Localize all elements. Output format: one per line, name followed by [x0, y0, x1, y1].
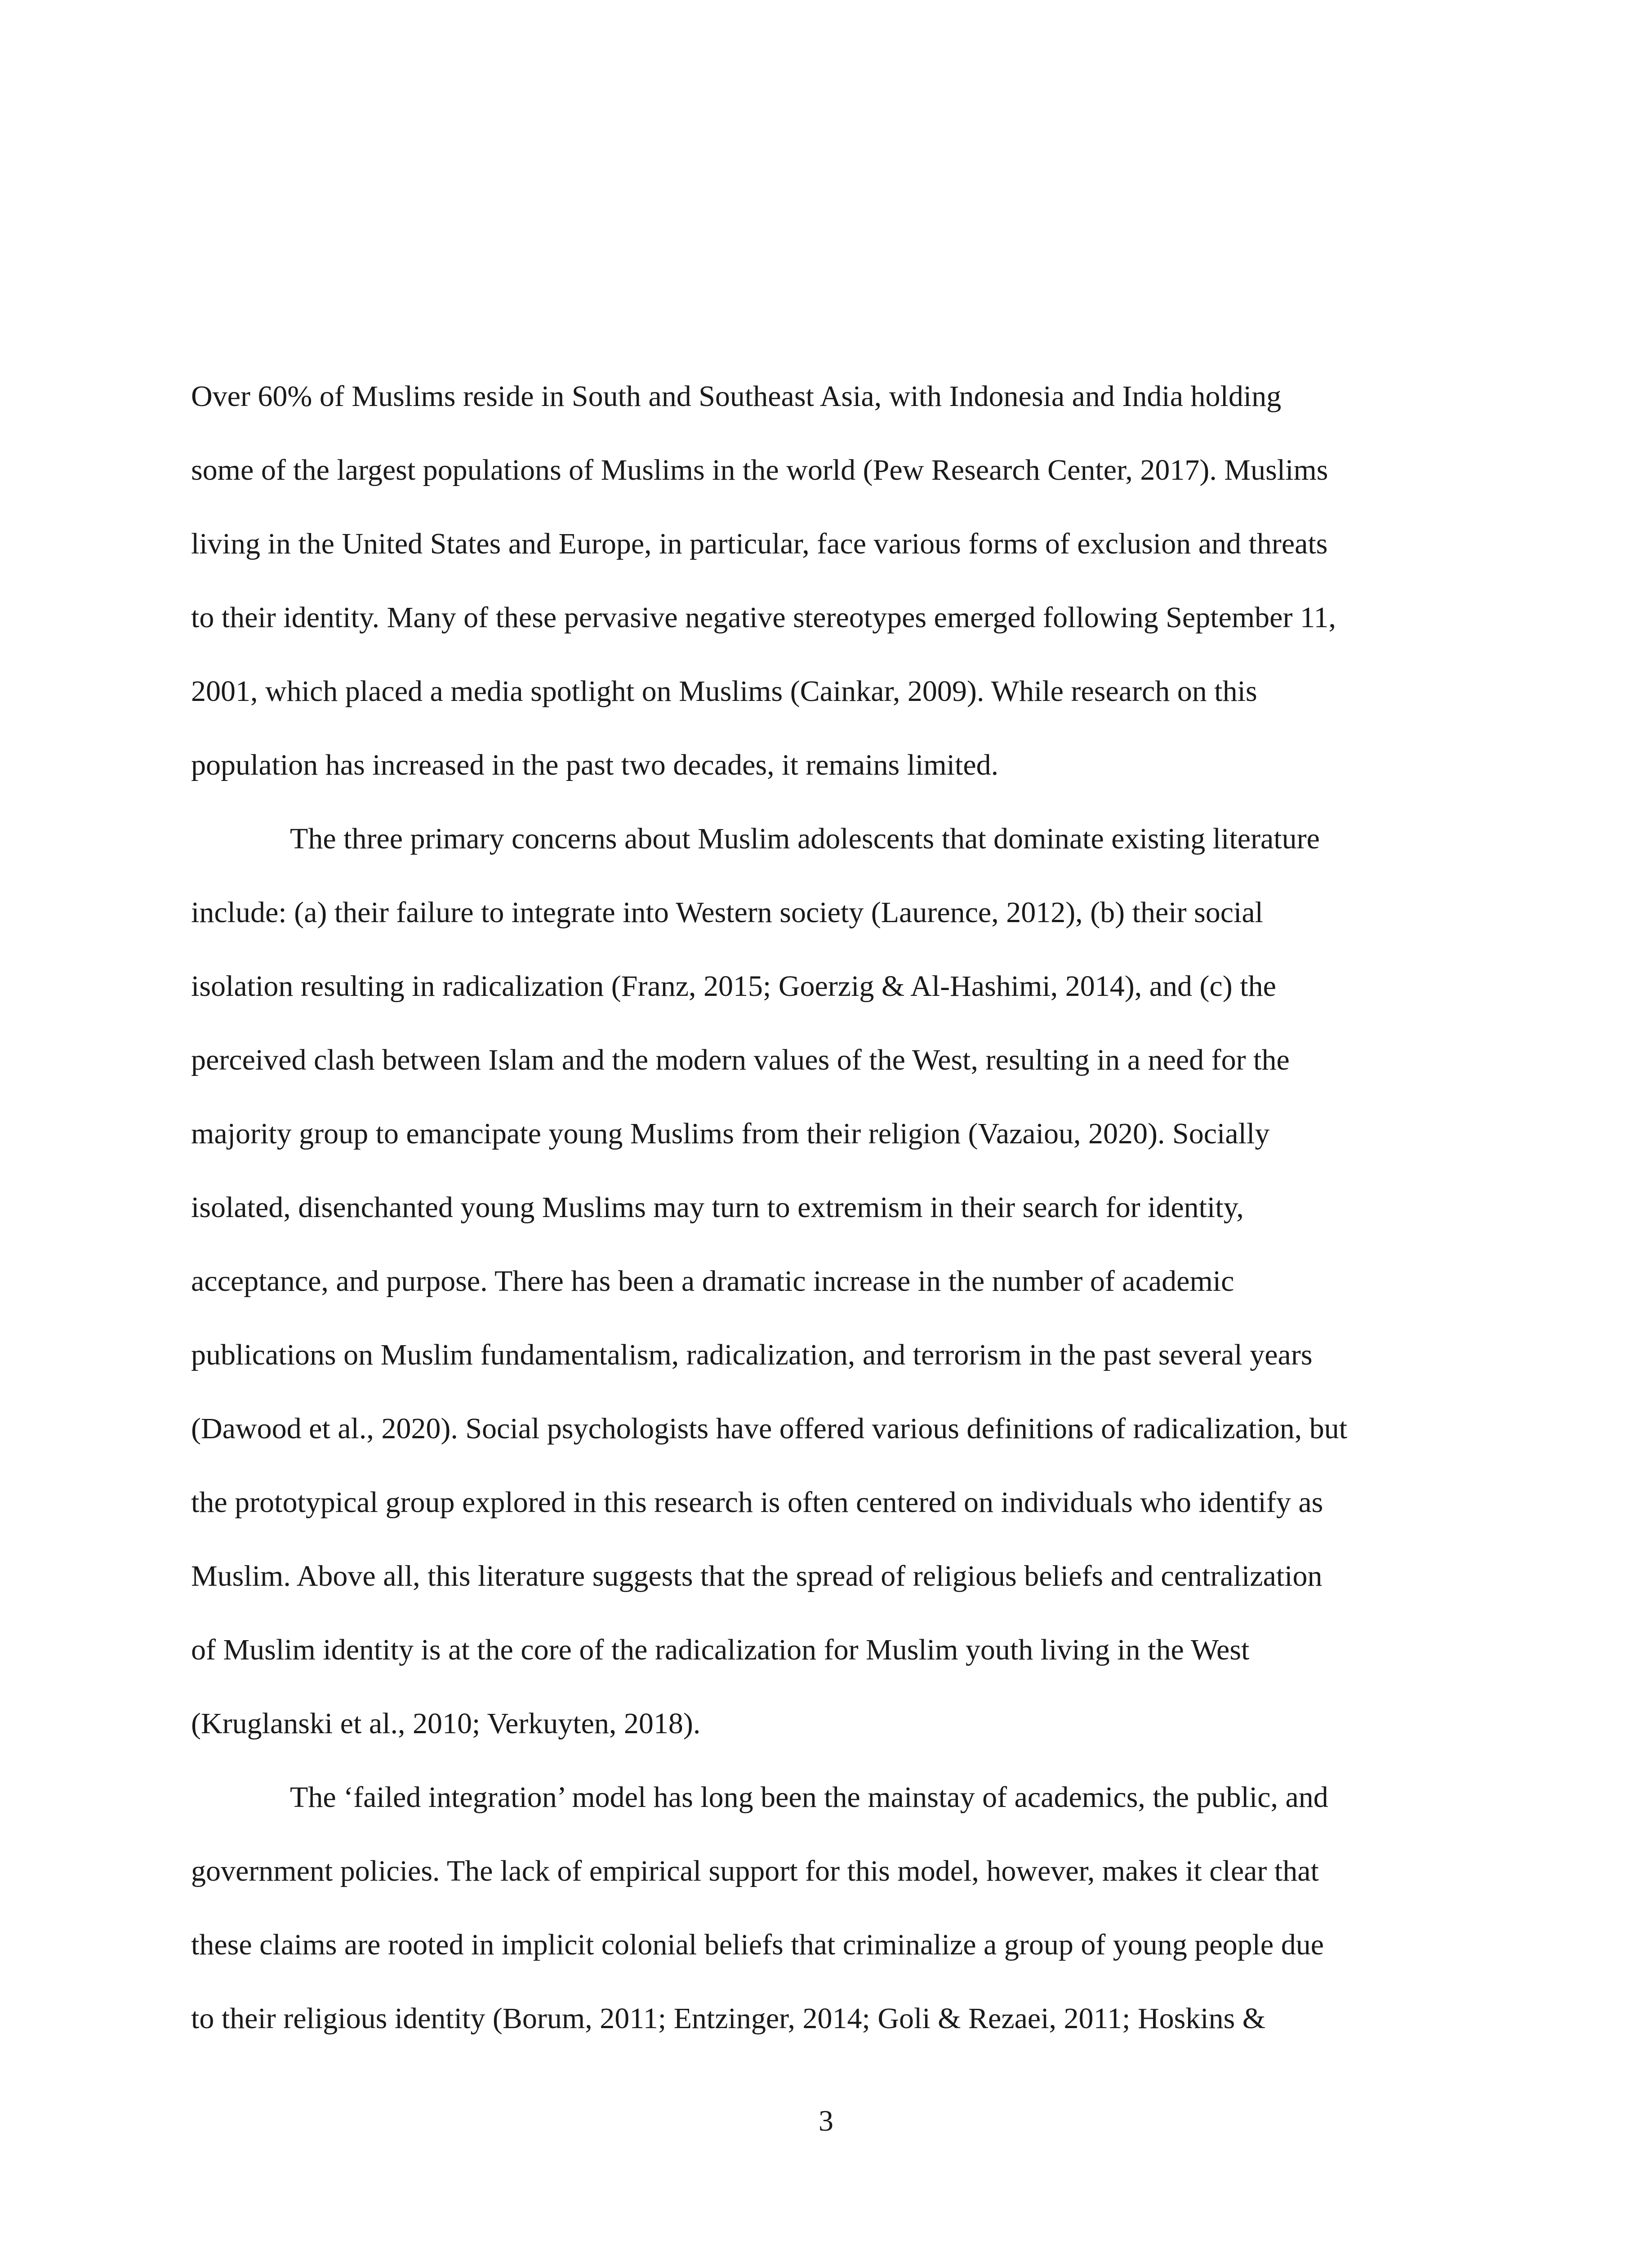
paragraph-first-line: The ‘failed integration’ model has long been the mainstay of academics, the public, and	[290, 1781, 1328, 1814]
text-line: acceptance, and purpose. There has been a dramatic increase in the number of academic	[191, 1265, 1234, 1298]
text-line: (Kruglanski et al., 2010; Verkuyten, 2018).	[191, 1707, 701, 1740]
text-line: Over 60% of Muslims reside in South and Southeast Asia, with Indonesia and India holding	[191, 380, 1282, 413]
text-line: some of the largest populations of Muslims in the world (Pew Research Center, 2017). Muslims	[191, 454, 1328, 486]
text-line: isolated, disenchanted young Muslims may turn to extremism in their search for identity,	[191, 1191, 1244, 1224]
text-line: these claims are rooted in implicit colonial beliefs that criminalize a group of young people due	[191, 1928, 1324, 1961]
text-line: population has increased in the past two decades, it remains limited.	[191, 749, 999, 781]
paragraph-first-line: The three primary concerns about Muslim adolescents that dominate existing literature	[290, 822, 1320, 855]
text-line: of Muslim identity is at the core of the radicalization for Muslim youth living in the West	[191, 1633, 1250, 1666]
text-line: 2001, which placed a media spotlight on Muslims (Cainkar, 2009). While research on this	[191, 675, 1257, 708]
text-line: (Dawood et al., 2020). Social psychologists have offered various definitions of radicalization, but	[191, 1412, 1348, 1445]
text-line: to their identity. Many of these pervasive negative stereotypes emerged following September 11,	[191, 601, 1336, 634]
text-line: perceived clash between Islam and the modern values of the West, resulting in a need for the	[191, 1044, 1290, 1076]
text-line: living in the United States and Europe, in particular, face various forms of exclusion and threats	[191, 527, 1328, 560]
text-line: majority group to emancipate young Muslims from their religion (Vazaiou, 2020). Socially	[191, 1117, 1270, 1150]
text-line: include: (a) their failure to integrate into Western society (Laurence, 2012), (b) their social	[191, 896, 1264, 929]
text-line: isolation resulting in radicalization (Franz, 2015; Goerzig & Al-Hashimi, 2014), and (c) the	[191, 970, 1276, 1003]
text-line: the prototypical group explored in this research is often centered on individuals who identify as	[191, 1486, 1323, 1519]
text-line: Muslim. Above all, this literature suggests that the spread of religious beliefs and centralization	[191, 1560, 1322, 1592]
text-line: publications on Muslim fundamentalism, radicalization, and terrorism in the past several years	[191, 1338, 1313, 1371]
text-line: to their religious identity (Borum, 2011; Entzinger, 2014; Goli & Rezaei, 2011; Hoskins &	[191, 2002, 1266, 2035]
text-line: government policies. The lack of empirical support for this model, however, makes it clear that	[191, 1855, 1319, 1887]
page-number: 3	[819, 2105, 833, 2137]
body-text	[191, 360, 1468, 2056]
